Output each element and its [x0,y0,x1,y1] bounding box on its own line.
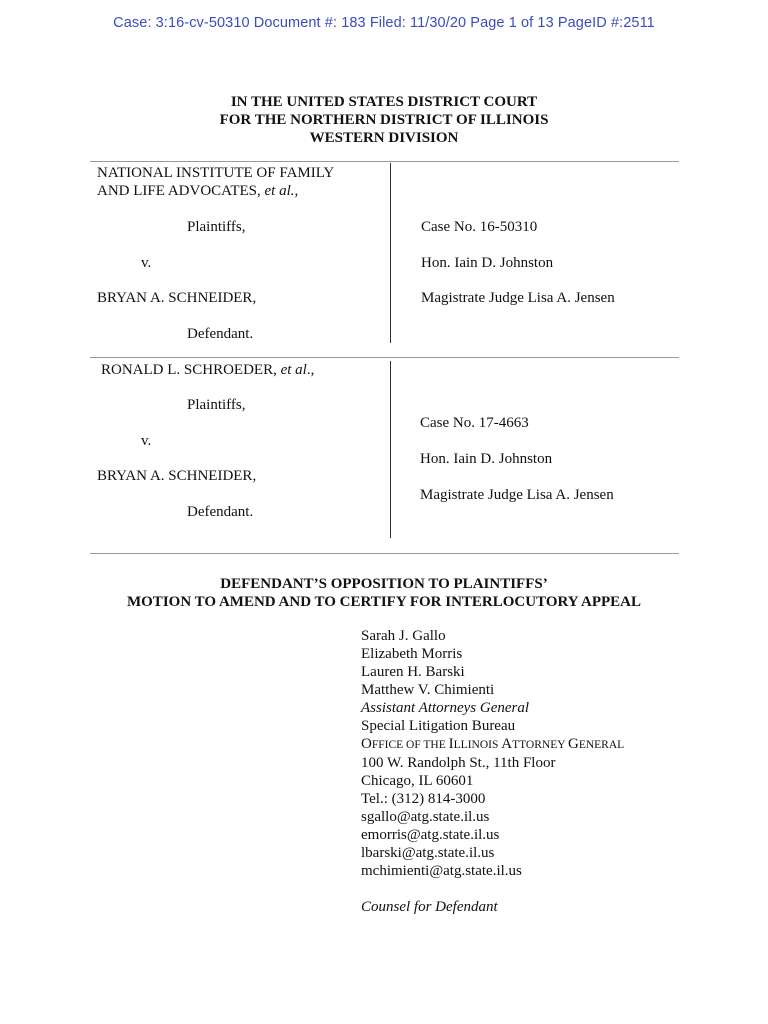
caption-rule-top [90,161,679,162]
counsel-street: 100 W. Randolph St., 11th Floor [361,755,556,771]
case2-magistrate: Magistrate Judge Lisa A. Jensen [420,487,614,503]
counsel-name-2: Elizabeth Morris [361,646,463,662]
counsel-name-3: Lauren H. Barski [361,664,465,680]
court-line-1: IN THE UNITED STATES DISTRICT COURT [230,94,538,110]
counsel-city: Chicago, IL 60601 [361,773,474,789]
court-line-3: WESTERN DIVISION [309,130,459,146]
counsel-email-2: emorris@atg.state.il.us [361,827,500,843]
case2-case-number: Case No. 17-4663 [420,415,529,431]
court-line-2: FOR THE NORTHERN DISTRICT OF ILLINOIS [219,112,549,128]
counsel-office: OFFICE OF THE ILLINOIS ATTORNEY GENERAL [361,736,625,752]
counsel-block [361,627,624,916]
case2-plaintiff-line-1: RONALD L. SCHROEDER, et al., [101,362,315,378]
counsel-email-3: lbarski@atg.state.il.us [361,845,495,861]
case2-defendant-name: BRYAN A. SCHNEIDER, [97,468,257,484]
filing-stamp: Case: 3:16-cv-50310 Document #: 183 Filed: 11/30/20 Page 1 of 13 PageID #:2511 [113,15,655,31]
caption-divider-2 [390,361,391,538]
counsel-email-4: mchimienti@atg.state.il.us [361,863,522,879]
caption-rule-bottom [90,553,679,554]
counsel-bureau: Special Litigation Bureau [361,718,516,734]
counsel-phone: Tel.: (312) 814-3000 [361,791,486,807]
case1-versus: v. [141,255,152,271]
case2-plaintiffs-label: Plaintiffs, [187,397,246,413]
case1-defendant-name: BRYAN A. SCHNEIDER, [97,290,257,306]
counsel-name-4: Matthew V. Chimienti [361,682,495,698]
caption-divider-1 [390,163,391,343]
case1-magistrate: Magistrate Judge Lisa A. Jensen [421,290,615,306]
caption-rule-middle [90,357,679,358]
case1-defendant-label: Defendant. [187,326,254,342]
counsel-role: Assistant Attorneys General [361,700,530,716]
title-line-2: MOTION TO AMEND AND TO CERTIFY FOR INTERLOCUTORY APPEAL [126,594,642,610]
title-line-1: DEFENDANT’S OPPOSITION TO PLAINTIFFS’ [220,576,548,592]
case2-versus: v. [141,433,152,449]
case1-plaintiffs-label: Plaintiffs, [187,219,246,235]
case1-judge: Hon. Iain D. Johnston [421,255,554,271]
case1-plaintiff-line-2: AND LIFE ADVOCATES, et al., [97,183,299,199]
counsel-spacer [361,880,624,898]
case2-defendant-label: Defendant. [187,504,254,520]
court-caption [0,93,768,147]
counsel-signature-role: Counsel for Defendant [361,899,498,915]
document-title [0,575,768,611]
case1-case-number: Case No. 16-50310 [421,219,538,235]
case1-plaintiff-line-1: NATIONAL INSTITUTE OF FAMILY [97,165,335,181]
counsel-name-1: Sarah J. Gallo [361,628,446,644]
counsel-email-1: sgallo@atg.state.il.us [361,809,490,825]
case2-judge: Hon. Iain D. Johnston [420,451,553,467]
